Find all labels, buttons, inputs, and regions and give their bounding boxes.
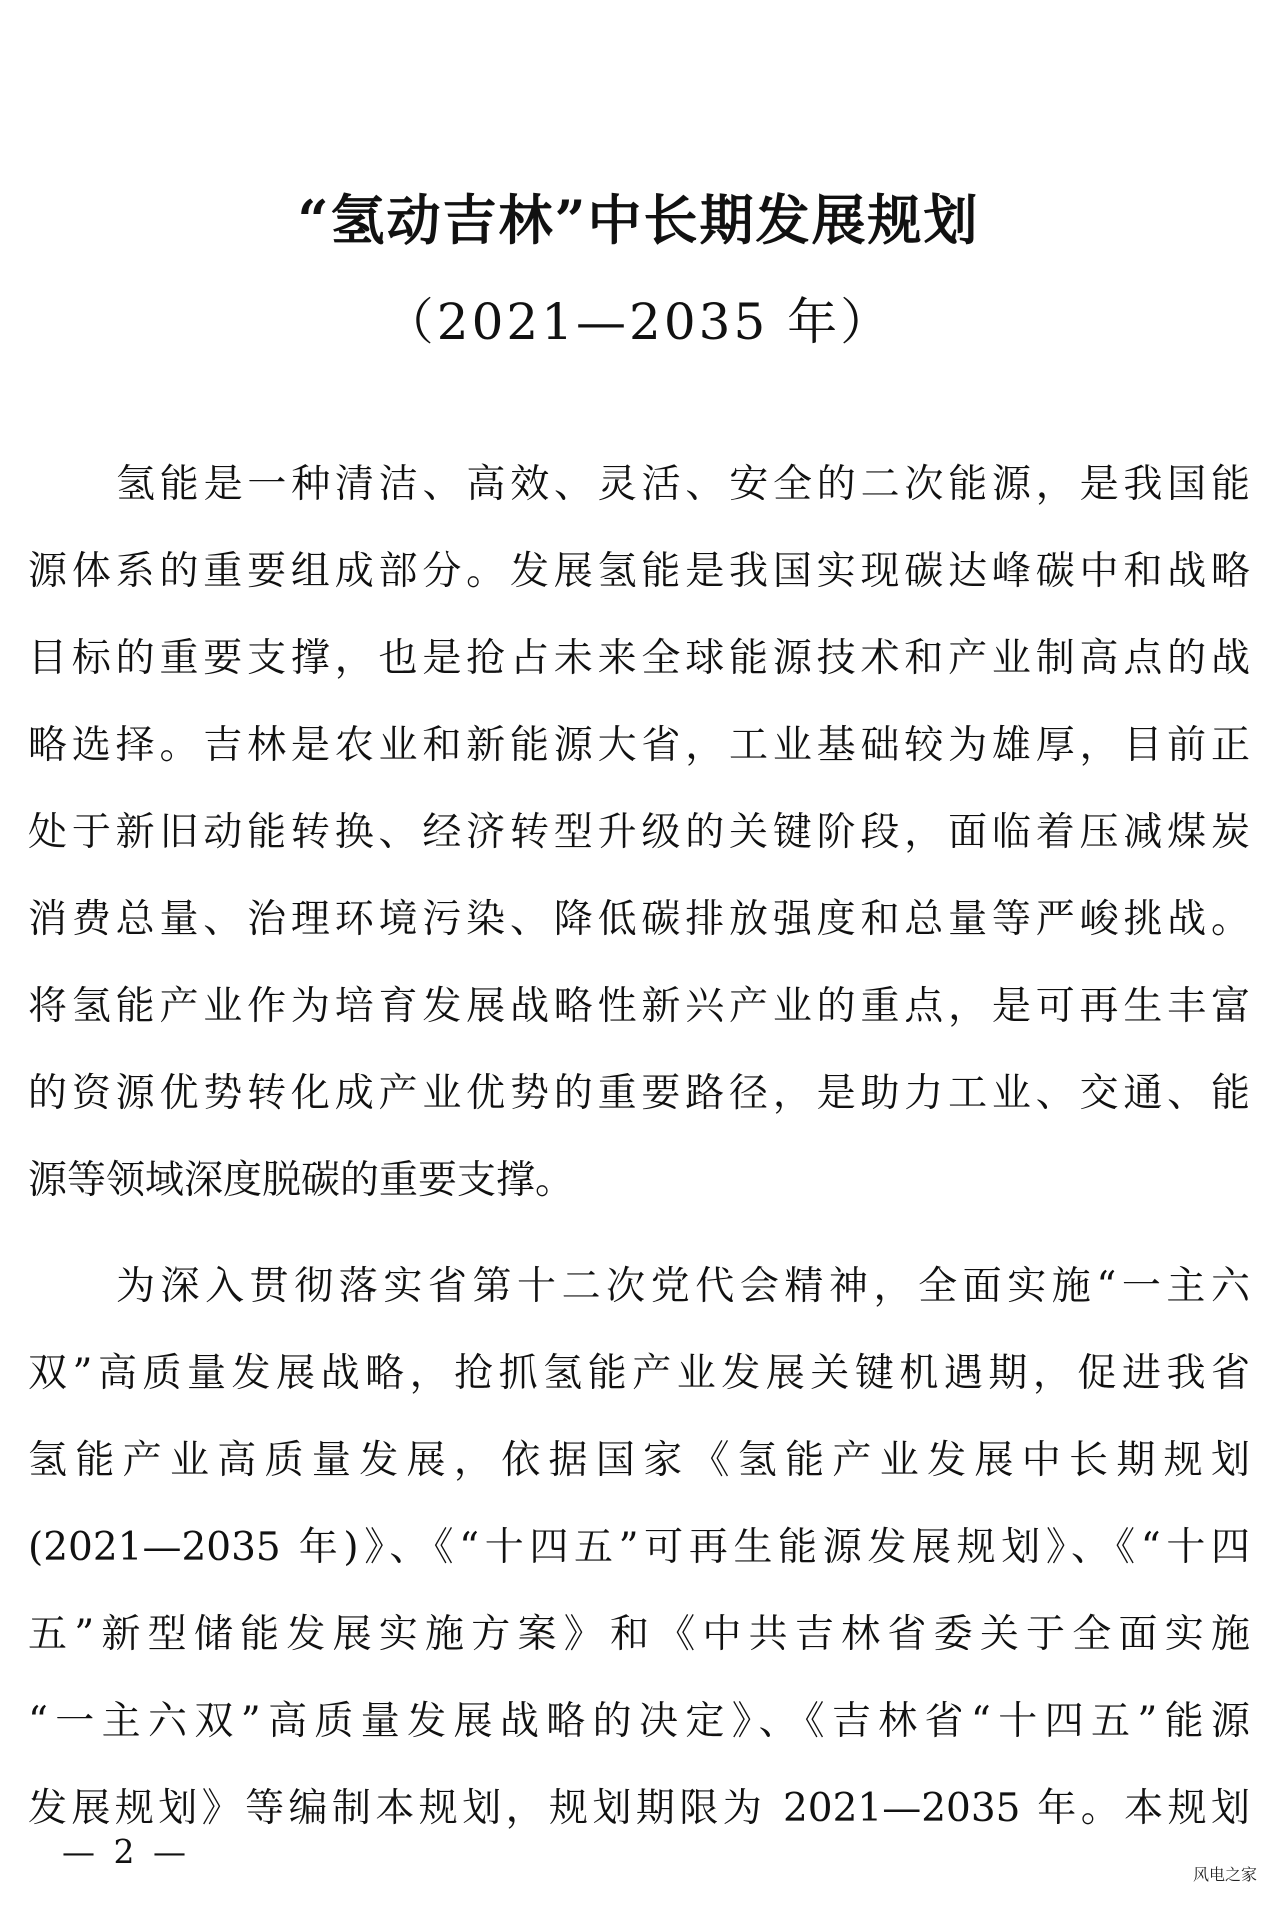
paragraph-line: 为深入贯彻落实省第十二次党代会精神，全面实施“一主六 bbox=[116, 1264, 1250, 1309]
paragraph-2 bbox=[28, 1243, 1250, 1852]
paragraph-line: 的资源优势转化成产业优势的重要路径，是助力工业、交通、能 bbox=[28, 1071, 1250, 1116]
paragraph-line: “一主六双”高质量发展战略的决定》、《吉林省“十四五”能源 bbox=[28, 1699, 1250, 1744]
document-subtitle: （2021—2035 年） bbox=[383, 293, 894, 351]
paragraph-1 bbox=[28, 441, 1250, 1224]
paragraph-line: 处于新旧动能转换、经济转型升级的关键阶段，面临着压减煤炭 bbox=[28, 810, 1250, 855]
page-number: — 2 — bbox=[62, 1832, 190, 1871]
paragraph-line: 五”新型储能发展实施方案》和《中共吉林省委关于全面实施 bbox=[28, 1612, 1250, 1657]
paragraph-line: 将氢能产业作为培育发展战略性新兴产业的重点，是可再生丰富 bbox=[28, 984, 1250, 1029]
paragraph-line: (2021—2035 年)》、《“十四五”可再生能源发展规划》、《“十四 bbox=[28, 1525, 1250, 1570]
paragraph-line: 发展规划》等编制本规划，规划期限为 2021—2035 年。本规划 bbox=[28, 1786, 1250, 1831]
paragraph-line: 氢能产业高质量发展，依据国家《氢能产业发展中长期规划 bbox=[28, 1438, 1250, 1483]
paragraph-line: 双”高质量发展战略，抢抓氢能产业发展关键机遇期，促进我省 bbox=[28, 1351, 1250, 1396]
paragraph-line: 略选择。吉林是农业和新能源大省，工业基础较为雄厚，目前正 bbox=[28, 723, 1250, 768]
paragraph-line: 源等领域深度脱碳的重要支撑。 bbox=[28, 1158, 575, 1203]
watermark: 风电之家 bbox=[1192, 1865, 1257, 1884]
paragraph-line: 源体系的重要组成部分。发展氢能是我国实现碳达峰碳中和战略 bbox=[28, 549, 1250, 594]
document-title: “氢动吉林”中长期发展规划 bbox=[297, 188, 980, 252]
paragraph-line: 目标的重要支撑，也是抢占未来全球能源技术和产业制高点的战 bbox=[28, 636, 1250, 681]
paragraph-line: 氢能是一种清洁、高效、灵活、安全的二次能源，是我国能 bbox=[116, 462, 1250, 507]
paragraph-line: 消费总量、治理环境污染、降低碳排放强度和总量等严峻挑战。 bbox=[28, 897, 1250, 942]
